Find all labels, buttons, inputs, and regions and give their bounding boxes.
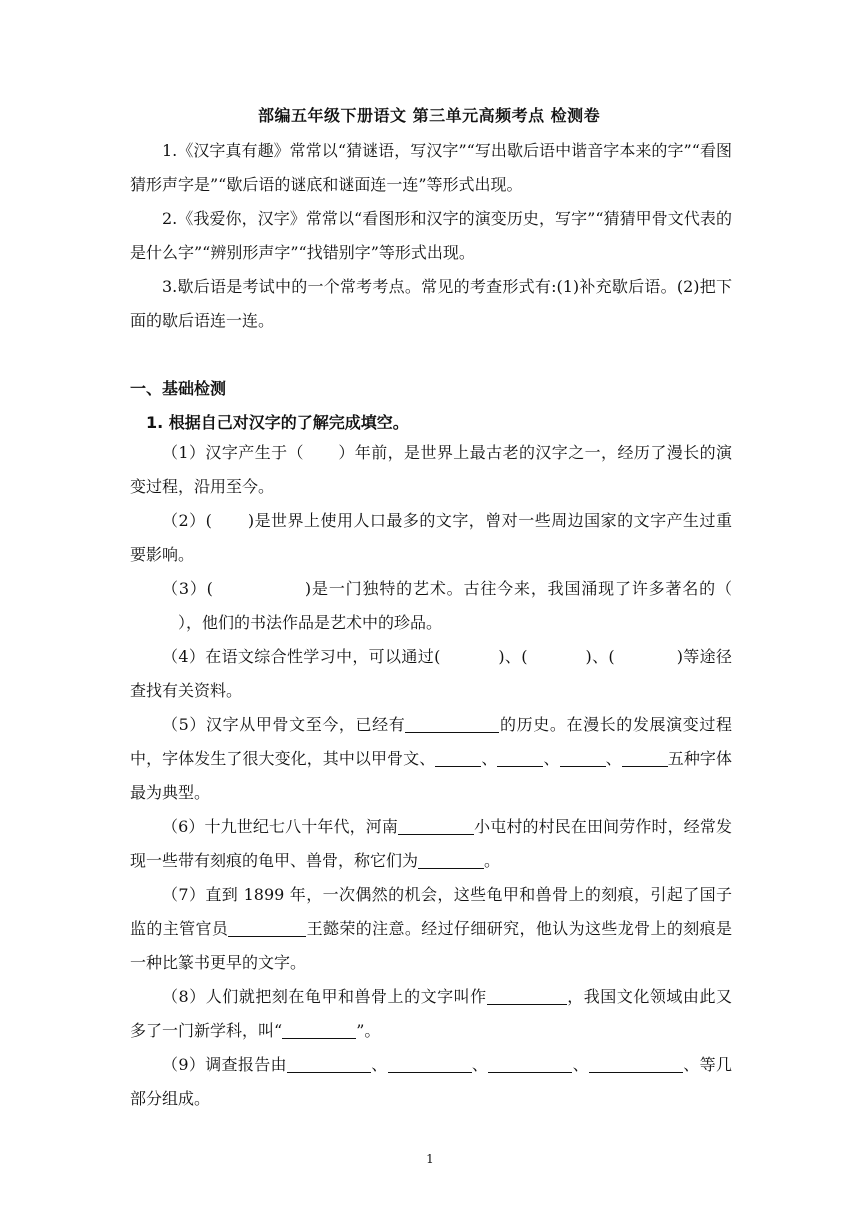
answer-blank[interactable] [287, 1056, 371, 1073]
question-1-heading: 1. 根据自己对汉字的了解完成填空。 [146, 413, 409, 432]
fill-item-7: （7）直到 1899 年，一次偶然的机会，这些龟甲和兽骨上的刻痕，引起了国子监的主管官员 王懿荣的注意。经过仔细研究，他认为这些龙骨上的刻痕是一种比篆书更早的文字。 [130, 885, 732, 972]
answer-blank[interactable] [560, 750, 606, 767]
answer-blank[interactable] [488, 1056, 572, 1073]
fill-item-3: （3）( )是一门独特的艺术。古往今来，我国涌现了许多著名的（），他们的书法作品是艺术中的珍品。 [162, 579, 732, 632]
answer-blank[interactable] [388, 1056, 472, 1073]
page-title: 部编五年级下册语文 第三单元高频考点 检测卷 [258, 106, 601, 125]
answer-blank[interactable] [228, 920, 306, 937]
answer-blank[interactable] [418, 852, 484, 869]
answer-blank[interactable] [398, 818, 474, 835]
answer-blank[interactable] [622, 750, 668, 767]
answer-blank[interactable] [435, 750, 481, 767]
intro-paragraph-3: 3.歇后语是考试中的一个常考考点。常见的考查形式有:(1)补充歇后语。(2)把下面的歇后语连一连。 [130, 277, 732, 330]
fill-item-8: （8）人们就把刻在龟甲和兽骨上的文字叫作 ，我国文化领域由此又多了一门新学科，叫“ ”。 [130, 987, 732, 1040]
page-number: 1 [426, 1152, 434, 1166]
intro-paragraph-1: 1.《汉字真有趣》常常以“猜谜语，写汉字”“写出歇后语中谐音字本来的字”“看图猜形声字是”“歇后语的谜底和谜面连一连”等形式出现。 [130, 141, 732, 194]
answer-blank[interactable] [282, 1022, 356, 1039]
answer-blank[interactable] [589, 1056, 683, 1073]
fill-item-5: （5）汉字从甲骨文至今，已经有 的历史。在漫长的发展演变过程中，字体发生了很大变化，其中以甲骨文、 、 、 、 五种字体最为典型。 [130, 715, 732, 802]
fill-item-6: （6）十九世纪七八十年代，河南 小屯村的村民在田间劳作时，经常发现一些带有刻痕的龟甲、兽骨，称它们为 。 [130, 817, 732, 870]
answer-blank[interactable] [497, 750, 543, 767]
section-heading: 一、基础检测 [130, 379, 227, 398]
fill-item-1: （1）汉字产生于（ ）年前，是世界上最古老的汉字之一，经历了漫长的演变过程，沿用至今。 [130, 443, 732, 496]
fill-item-9: （9）调查报告由 、 、 、 、等几部分组成。 [130, 1055, 732, 1108]
answer-blank[interactable] [405, 716, 499, 733]
answer-blank[interactable] [487, 988, 567, 1005]
fill-item-4: （4）在语文综合性学习中，可以通过( )、( )、( )等途径查找有关资料。 [130, 647, 732, 700]
fill-item-2: （2）( )是世界上使用人口最多的文字，曾对一些周边国家的文字产生过重要影响。 [130, 511, 732, 564]
intro-paragraph-2: 2.《我爱你，汉字》常常以“看图形和汉字的演变历史，写字”“猜猜甲骨文代表的是什么字”“辨别形声字”“找错别字”等形式出现。 [130, 209, 732, 262]
